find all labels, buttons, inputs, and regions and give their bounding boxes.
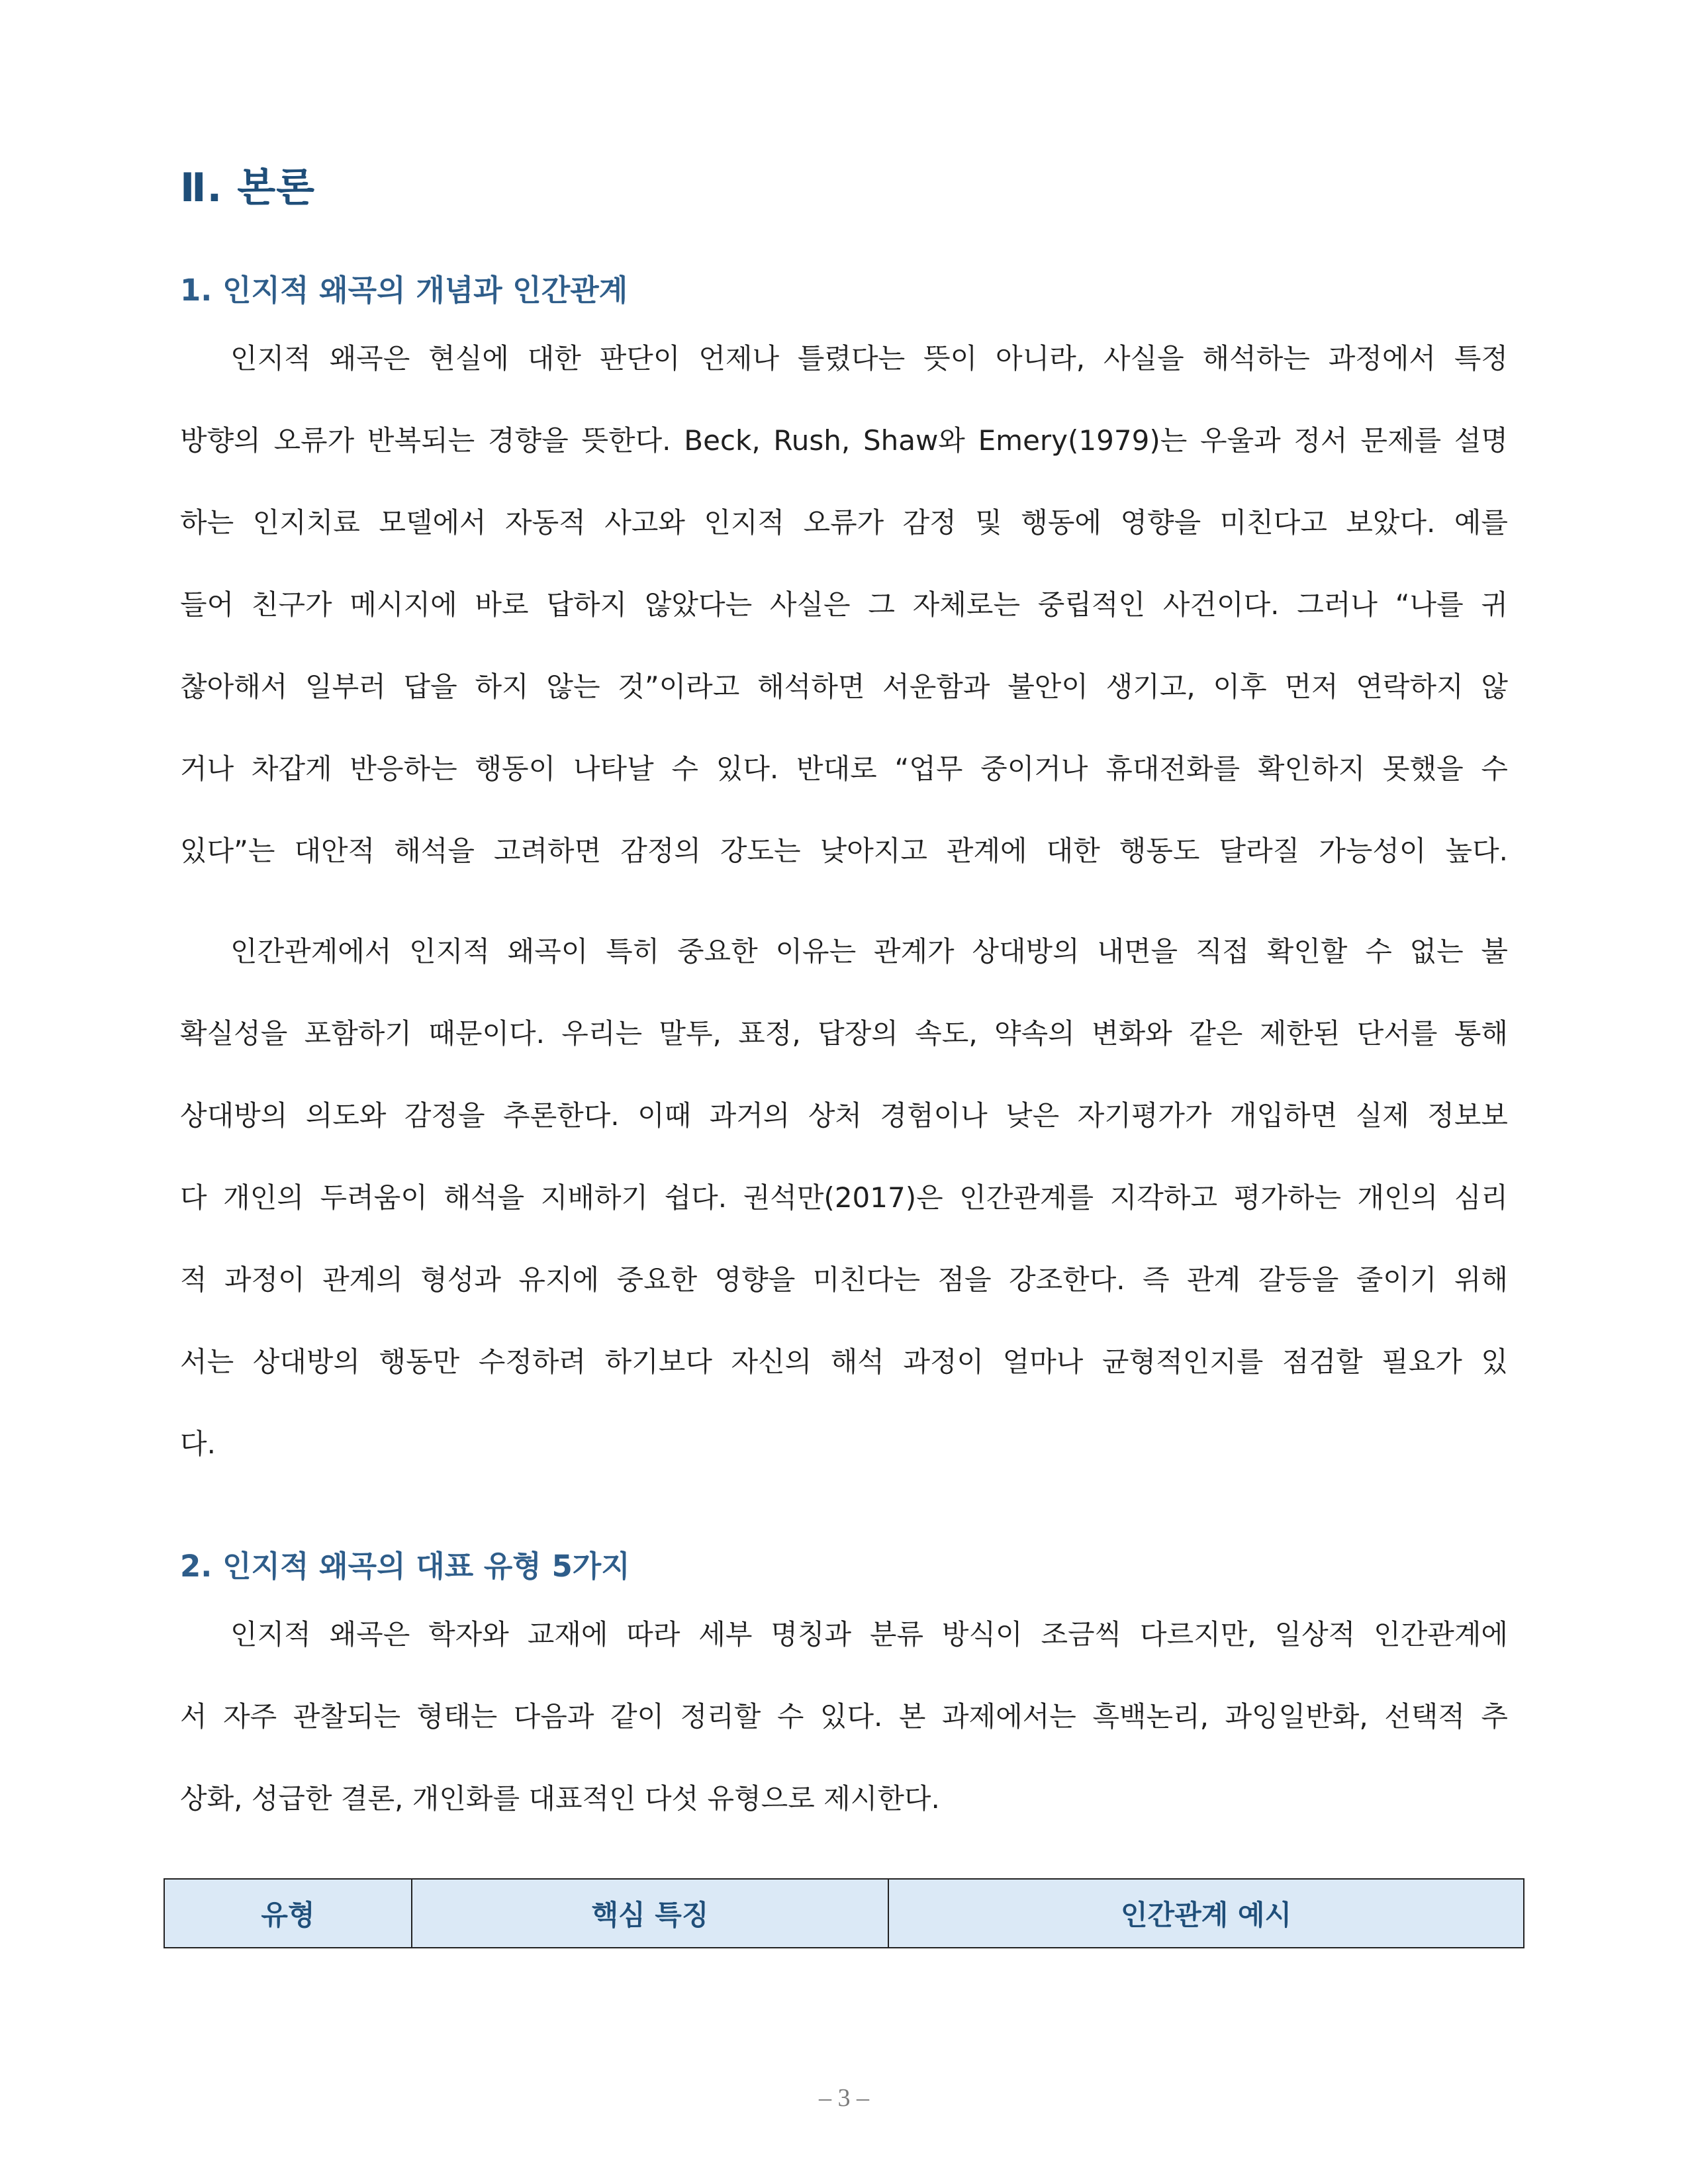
text-line: 방향의 오류가 반복되는 경향을 뜻한다. Beck, Rush, Shaw와 Emery(1979)는 우울과 정서 문제를 설명: [180, 424, 1508, 457]
page-number: – 3 –: [819, 2084, 869, 2112]
text-line: 서는 상대방의 행동만 수정하려 하기보다 자신의 해석 과정이 얼마나 균형적인지를 점검할 필요가 있: [180, 1345, 1508, 1378]
text-line: 적 과정이 관계의 형성과 유지에 중요한 영향을 미친다는 점을 강조한다. 즉 관계 갈등을 줄이기 위해: [180, 1263, 1508, 1296]
text-line: 다.: [180, 1428, 216, 1460]
text-line: 서 자주 관찰되는 형태는 다음과 같이 정리할 수 있다. 본 과제에서는 흑백논리, 과잉일반화, 선택적 추: [180, 1700, 1508, 1733]
text-line: 있다”는 대안적 해석을 고려하면 감정의 강도는 낮아지고 관계에 대한 행동도 달라질 가능성이 높다.: [180, 835, 1508, 867]
chapter-title: Ⅱ. 본론: [180, 165, 316, 211]
table-header-core-feature: 핵심 특징: [412, 1879, 888, 1948]
distortion-types-table: [164, 1878, 1524, 1948]
section-1-title: 1. 인지적 왜곡의 개념과 인간관계: [180, 273, 628, 308]
text-line: 인지적 왜곡은 현실에 대한 판단이 언제나 틀렸다는 뜻이 아니라, 사실을 해석하는 과정에서 특정: [230, 342, 1508, 375]
text-line: 거나 차갑게 반응하는 행동이 나타날 수 있다. 반대로 “업무 중이거나 휴대전화를 확인하지 못했을 수: [180, 752, 1508, 785]
text-line: 인간관계에서 인지적 왜곡이 특히 중요한 이유는 관계가 상대방의 내면을 직접 확인할 수 없는 불: [230, 935, 1508, 968]
text-line: 다 개인의 두려움이 해석을 지배하기 쉽다. 권석만(2017)은 인간관계를 지각하고 평가하는 개인의 심리: [180, 1181, 1508, 1214]
text-line: 찮아해서 일부러 답을 하지 않는 것”이라고 해석하면 서운함과 불안이 생기고, 이후 먼저 연락하지 않: [180, 670, 1508, 703]
text-line: 확실성을 포함하기 때문이다. 우리는 말투, 표정, 답장의 속도, 약속의 변화와 같은 제한된 단서를 통해: [180, 1017, 1508, 1050]
table-header-row: [164, 1879, 1524, 1948]
text-line: 들어 친구가 메시지에 바로 답하지 않았다는 사실은 그 자체로는 중립적인 사건이다. 그러나 “나를 귀: [180, 588, 1508, 621]
text-line: 상대방의 의도와 감정을 추론한다. 이때 과거의 상처 경험이나 낮은 자기평가가 개입하면 실제 정보보: [180, 1099, 1508, 1132]
text-line: 상화, 성급한 결론, 개인화를 대표적인 다섯 유형으로 제시한다.: [180, 1782, 940, 1815]
text-line: 인지적 왜곡은 학자와 교재에 따라 세부 명칭과 분류 방식이 조금씩 다르지만, 일상적 인간관계에: [230, 1618, 1508, 1651]
table-header-relationship-example: 인간관계 예시: [888, 1879, 1524, 1948]
text-line: 하는 인지치료 모델에서 자동적 사고와 인지적 오류가 감정 및 행동에 영향을 미친다고 보았다. 예를: [180, 506, 1508, 539]
table-header-type: 유형: [164, 1879, 412, 1948]
section-2-title: 2. 인지적 왜곡의 대표 유형 5가지: [180, 1549, 630, 1584]
